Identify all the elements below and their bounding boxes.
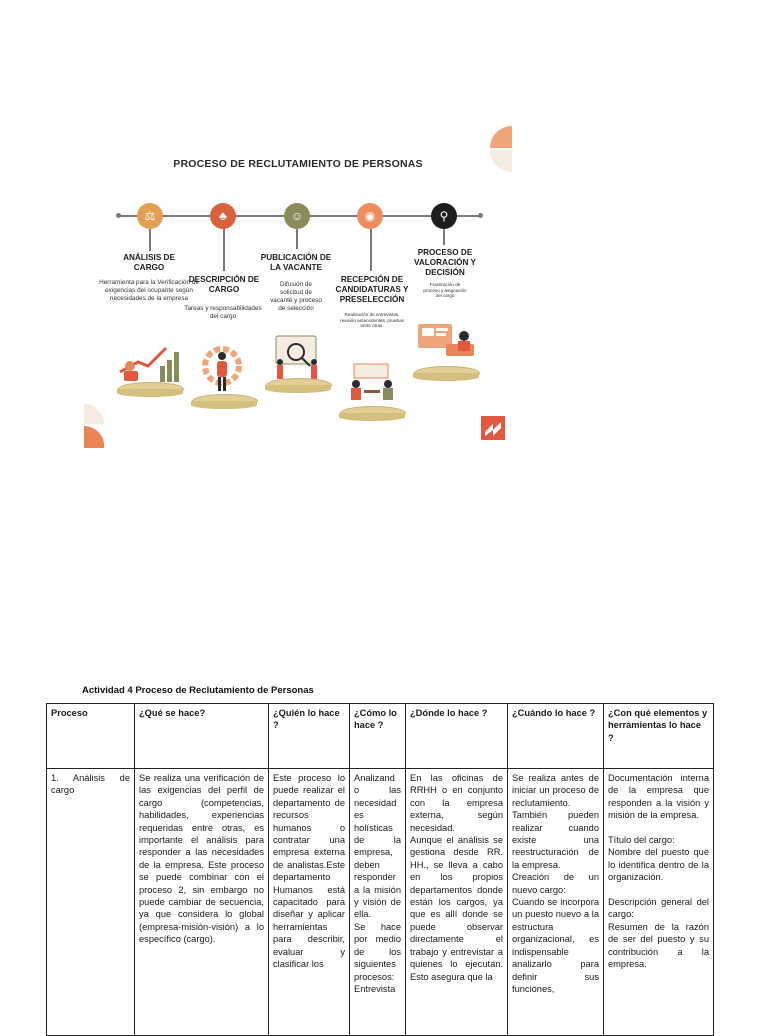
hierarchy-icon: ♣ — [219, 209, 227, 223]
stage-2-circle — [210, 203, 236, 229]
header-proceso: Proceso — [47, 704, 135, 769]
header-cuando: ¿Cuándo lo hace ? — [508, 704, 604, 769]
growth-chart-illustration — [116, 340, 182, 384]
eye-icon: ◉ — [364, 209, 376, 223]
header-que: ¿Qué se hace? — [135, 704, 269, 769]
header-donde: ¿Dónde lo hace ? — [406, 704, 508, 769]
stage-4-podium-base — [339, 413, 405, 421]
cell-cuando: Se realiza antes de iniciar un proceso de reclutamiento. También pueden realizar cuando existe una reestructuración de la empresa. Creación de un nuevo cargo: Cuando se incorpora un puesto nuevo a la estructura organizacional, es indispensable analizarlo para definir sus funciones, — [508, 769, 604, 1036]
person-search-icon: ☺ — [290, 209, 304, 223]
stage-4-connector — [370, 229, 372, 271]
stage-5-podium-base — [413, 373, 479, 381]
cell-proceso: 1. Análisis de cargo — [47, 769, 135, 1036]
stage-3-description: Difusión de solicitud de vacante y proceso de selección — [270, 281, 322, 312]
header-quien: ¿Quién lo hace ? — [269, 704, 350, 769]
stage-5-title: PROCESO DE VALORACIÓN Y DECISIÓN — [413, 248, 477, 277]
stage-2-podium-base — [191, 401, 257, 409]
stage-1-podium-base — [117, 389, 183, 397]
stage-5-description: Finalización de proceso y asignación del cargo — [423, 282, 467, 299]
stage-5-connector — [443, 229, 445, 245]
activity-table — [46, 703, 714, 1036]
stage-2-title: DESCRIPCIÓN DE CARGO — [188, 275, 260, 294]
activity-title: Actividad 4 Proceso de Reclutamiento de Personas — [82, 685, 314, 696]
vacancy-search-illustration — [272, 334, 324, 384]
cell-que: Se realiza una verificación de las exigencias del perfil de cargo (competencias, habilidades, experiencias requeridas entre otras, es importante el análisis para responder a las necesidades de la empresa. Este proceso se puede combinar con el proceso 2, sin embargo no puede cambiar de secuencia, ya que considera lo global (empresa-misión-visión) a lo específico (cargo). — [135, 769, 269, 1036]
stage-3-circle — [284, 203, 310, 229]
stage-1-connector — [149, 229, 151, 251]
stage-1-title: ANÁLISIS DE CARGO — [123, 253, 175, 272]
stage-3-title: PUBLICACIÓN DE LA VACANTE — [260, 253, 332, 272]
interview-illustration — [344, 360, 400, 404]
scales-icon: ⚖ — [144, 209, 156, 223]
person-gear-illustration — [198, 344, 248, 396]
cell-con-que: Documentación interna de la empresa que responden a la visión y misión de la empresa. Título del cargo: Nombre del puesto que lo identifica dentro de la organización. Descripción general del cargo: Resumen de la razón de ser del puesto y su contribución a la empresa. — [604, 769, 714, 1036]
stage-4-description: Realización de entrevistas, revisión antecedentes, pruebas entre otras. — [340, 312, 404, 329]
cell-donde: En las oficinas de RRHH o en conjunto con la empresa externa, según necesidad. Aunque el análisis se gestiona desde RR. HH., se lleva a cabo en los propios departamentos donde están los cargos, ya que es allí donde se puede observar directamente el trabajo y entrevistar a quienes lo ejecutan. Esto asegura que la — [406, 769, 508, 1036]
decision-dashboard-illustration — [416, 322, 478, 366]
stage-1-description: Herramienta para la Verificación de exigencias del ocupante según necesidades de la empresa — [99, 279, 199, 302]
stage-1-circle — [137, 203, 163, 229]
timeline-start-dot — [116, 213, 121, 218]
decorative-arcs-bottom-left — [84, 404, 104, 448]
brand-logo-icon — [481, 416, 505, 440]
stage-3-connector — [296, 229, 298, 249]
stage-4-title: RECEPCIÓN DE CANDIDATURAS Y PRESELECCIÓN — [335, 275, 409, 304]
cell-quien: Este proceso lo puede realizar el departamento de recursos humanos o contratar una empresa externa de analistas.Este departamento Humanos está capacitado para diseñar y aplicar herramientas para describir, evaluar y clasificar los — [269, 769, 350, 1036]
stage-2-description: Tareas y responsabilidades del cargo — [184, 305, 262, 320]
stage-3-podium-base — [265, 385, 331, 393]
magnifier-people-icon: ⚲ — [439, 209, 449, 223]
stage-4-circle — [357, 203, 383, 229]
table-row — [47, 769, 714, 1036]
header-como: ¿Cómo lo hace ? — [350, 704, 406, 769]
header-con-que: ¿Con qué elementos y herramientas lo hace ? — [604, 704, 714, 769]
stage-2-connector — [223, 229, 225, 271]
table-header-row — [47, 704, 714, 769]
infographic-title: PROCESO DE RECLUTAMIENTO DE PERSONAS — [173, 158, 423, 170]
cell-como: Analizand o las necesidad es holísticas de la empresa, deben responder a la misión y visión de ella. Se hace por medio de los siguientes procesos: Entrevista — [350, 769, 406, 1036]
stage-5-circle — [431, 203, 457, 229]
timeline-end-dot — [478, 213, 483, 218]
recruitment-infographic — [84, 126, 512, 448]
